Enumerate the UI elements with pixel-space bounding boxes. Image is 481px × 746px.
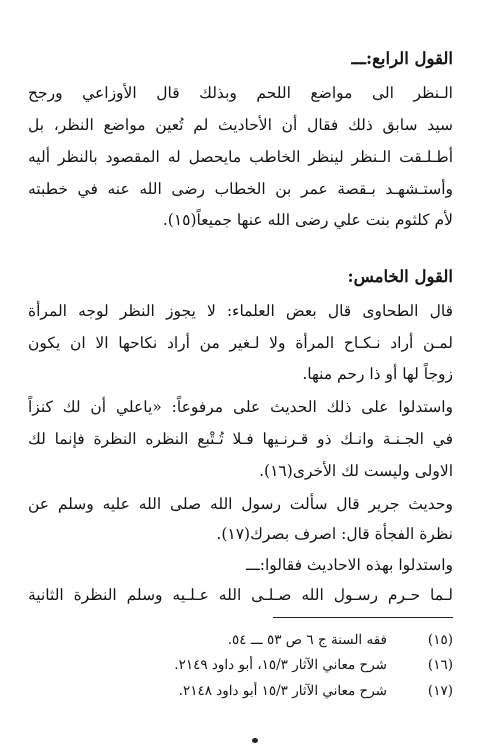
- footnote-text: شرح معاني الآثار ١٥/٣، أبو داود ٢١٤٩.: [174, 657, 387, 673]
- section-5-line-8: نظرة الفجأة قال: اصرف بصرك(١٧).: [216, 525, 453, 543]
- page-number-mark: [252, 738, 258, 743]
- section-5-line-4: واستدلوا على ذلك الحديث على مرفوعاً: «ياعلي أن لك كنزاً: [28, 398, 453, 416]
- footnote-text: شرح معاني الآثار ١٥/٣ أبو داود ٢١٤٨.: [178, 683, 387, 699]
- footnote-number: (١٧): [427, 683, 453, 699]
- footnote-divider: [273, 617, 453, 618]
- section-5-line-1: قال الطحاوى قال بعض العلماء: لا يجوز النظر لوجه المرأة: [28, 302, 453, 320]
- section-5-line-6: الاولى وليست لك الأخرى(١٦).: [259, 462, 453, 480]
- footnote-17: [28, 679, 453, 703]
- section-4-line-1: الـنظر الى مواضع اللحم وبذلك قال الأوزاعي ورجح: [28, 84, 453, 102]
- section-5-line-5: في الجـنـة وانـك ذو قـرنـيها فـلا تُـتْبع النظره النظرة فإنما لك: [28, 430, 453, 448]
- section-4-line-2: سيد سابق ذلك فقال أن الأحاديث لم تُعين مواضع النظر، بل: [28, 116, 453, 134]
- section-5-line-9: واستدلوا بهذه الاحاديث فقالوا:ـــ: [246, 556, 453, 574]
- footnote-number: (١٦): [427, 657, 453, 673]
- section-4-line-3: أطـلـقت الـنظر لينظر الخاطب مايحصل له المقصود بالنظر أليه: [28, 148, 453, 166]
- section-4-heading: القول الرابع:ـــ: [351, 49, 453, 68]
- section-4-line-5: لأم كلثوم بنت علي رضى الله عنها جميعاً(١٥).: [162, 211, 453, 229]
- section-4-line-4: وأستـشهـد بـقصة عمر بن الخطاب رضى الله عنه في خطبته: [28, 180, 453, 198]
- section-5-line-7: وحديث جرير قال سألت رسول الله صلى الله عليه وسلم عن: [28, 495, 453, 513]
- footnote-15: [28, 628, 453, 652]
- section-5-line-2: لمـن أراد نـكـاح المرأة ولا لـغير من أراد نكاحها الا ان يكون: [28, 334, 453, 352]
- footnote-text: فقه السنة ج ٦ ص ٥٣ ـــ ٥٤.: [227, 632, 387, 648]
- footnote-16: [28, 653, 453, 677]
- section-5-heading: القول الخامس:: [347, 267, 453, 286]
- footnote-number: (١٥): [427, 632, 453, 648]
- section-5-line-10: لـما حـرم رسـول الله صـلـى الله عـلـيه وسلم النظرة الثانية: [28, 586, 453, 604]
- section-5-line-3: زوجاً لها أو ذا رحم منها.: [302, 365, 453, 383]
